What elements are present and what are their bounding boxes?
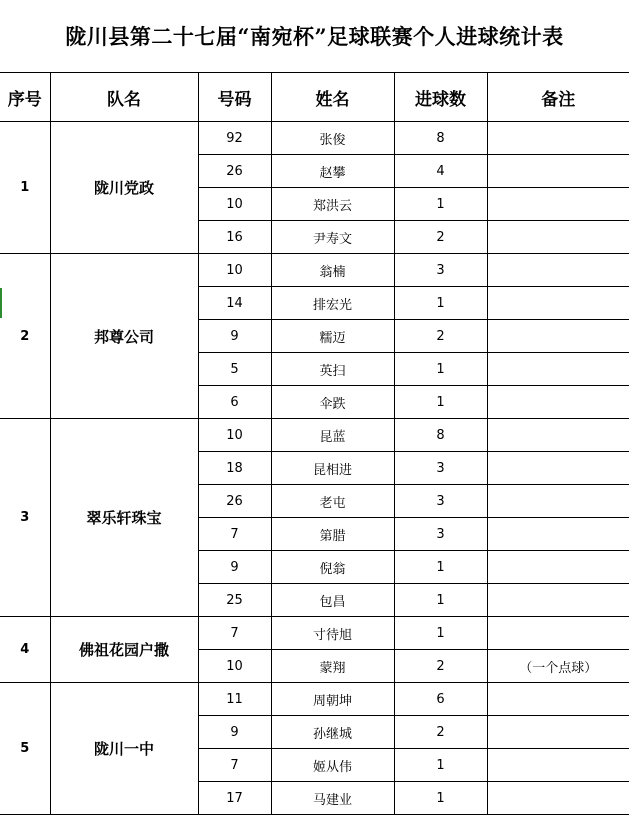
remark-cell[interactable] [487, 320, 629, 353]
seq-cell[interactable]: 2 [0, 254, 50, 419]
goals-cell[interactable]: 3 [394, 518, 487, 551]
header-team[interactable]: 队名 [50, 73, 198, 122]
team-cell[interactable]: 佛祖花园户撒 [50, 617, 198, 683]
remark-cell[interactable] [487, 716, 629, 749]
remark-cell[interactable] [487, 485, 629, 518]
remark-cell[interactable] [487, 155, 629, 188]
goals-cell[interactable]: 2 [394, 650, 487, 683]
remark-cell[interactable] [487, 353, 629, 386]
number-cell[interactable]: 10 [198, 254, 271, 287]
sheet-title: 陇川县第二十七届“南宛杯”足球联赛个人进球统计表 [65, 24, 564, 49]
table-row [0, 254, 629, 287]
remark-cell[interactable] [487, 221, 629, 254]
header-row [0, 73, 629, 122]
name-cell[interactable]: 倪翁 [271, 551, 394, 584]
number-cell[interactable]: 14 [198, 287, 271, 320]
number-cell[interactable]: 26 [198, 155, 271, 188]
table-row [0, 419, 629, 452]
remark-cell[interactable] [487, 188, 629, 221]
remark-cell[interactable] [487, 518, 629, 551]
name-cell[interactable]: 寸待旭 [271, 617, 394, 650]
goals-cell[interactable]: 3 [394, 452, 487, 485]
team-cell[interactable]: 陇川党政 [50, 122, 198, 254]
number-cell[interactable]: 17 [198, 782, 271, 815]
name-cell[interactable]: 马建业 [271, 782, 394, 815]
header-number[interactable]: 号码 [198, 73, 271, 122]
header-name[interactable]: 姓名 [271, 73, 394, 122]
name-cell[interactable]: 排宏光 [271, 287, 394, 320]
number-cell[interactable]: 7 [198, 518, 271, 551]
name-cell[interactable]: 昆蓝 [271, 419, 394, 452]
remark-cell[interactable] [487, 782, 629, 815]
name-cell[interactable]: 老屯 [271, 485, 394, 518]
remark-cell[interactable] [487, 419, 629, 452]
name-cell[interactable]: 赵攀 [271, 155, 394, 188]
table-row [0, 617, 629, 650]
number-cell[interactable]: 9 [198, 716, 271, 749]
name-cell[interactable]: 英扫 [271, 353, 394, 386]
goals-cell[interactable]: 1 [394, 551, 487, 584]
goals-cell[interactable]: 1 [394, 386, 487, 419]
name-cell[interactable]: 昆相进 [271, 452, 394, 485]
goals-cell[interactable]: 1 [394, 584, 487, 617]
remark-cell[interactable] [487, 122, 629, 155]
remark-cell[interactable] [487, 254, 629, 287]
remark-cell[interactable] [487, 287, 629, 320]
remark-cell[interactable] [487, 452, 629, 485]
remark-cell[interactable] [487, 551, 629, 584]
team-cell[interactable]: 翠乐轩珠宝 [50, 419, 198, 617]
name-cell[interactable]: 包昌 [271, 584, 394, 617]
seq-cell[interactable]: 5 [0, 683, 50, 815]
table-row [0, 122, 629, 155]
name-cell[interactable]: 周朝坤 [271, 683, 394, 716]
goals-cell[interactable]: 2 [394, 221, 487, 254]
number-cell[interactable]: 16 [198, 221, 271, 254]
seq-cell[interactable]: 4 [0, 617, 50, 683]
goals-cell[interactable]: 1 [394, 749, 487, 782]
goals-cell[interactable]: 8 [394, 419, 487, 452]
goal-stats-table [0, 72, 629, 815]
goals-cell[interactable]: 1 [394, 188, 487, 221]
seq-cell[interactable]: 1 [0, 122, 50, 254]
goals-cell[interactable]: 3 [394, 485, 487, 518]
goals-cell[interactable]: 1 [394, 353, 487, 386]
team-cell[interactable]: 陇川一中 [50, 683, 198, 815]
number-cell[interactable]: 6 [198, 386, 271, 419]
remark-cell[interactable] [487, 617, 629, 650]
remark-cell[interactable]: （一个点球） [487, 650, 629, 683]
number-cell[interactable]: 10 [198, 419, 271, 452]
name-cell[interactable]: 郑洪云 [271, 188, 394, 221]
name-cell[interactable]: 翁楠 [271, 254, 394, 287]
name-cell[interactable]: 蒙翔 [271, 650, 394, 683]
team-cell[interactable]: 邦尊公司 [50, 254, 198, 419]
remark-cell[interactable] [487, 584, 629, 617]
number-cell[interactable]: 5 [198, 353, 271, 386]
name-cell[interactable]: 姬从伟 [271, 749, 394, 782]
goals-cell[interactable]: 8 [394, 122, 487, 155]
goals-cell[interactable]: 2 [394, 716, 487, 749]
number-cell[interactable]: 7 [198, 617, 271, 650]
goals-cell[interactable]: 4 [394, 155, 487, 188]
goals-cell[interactable]: 6 [394, 683, 487, 716]
name-cell[interactable]: 张俊 [271, 122, 394, 155]
header-seq[interactable]: 序号 [0, 73, 50, 122]
goals-cell[interactable]: 1 [394, 782, 487, 815]
number-cell[interactable]: 26 [198, 485, 271, 518]
name-cell[interactable]: 孙继城 [271, 716, 394, 749]
name-cell[interactable]: 尹寿文 [271, 221, 394, 254]
goals-cell[interactable]: 1 [394, 287, 487, 320]
number-cell[interactable]: 9 [198, 320, 271, 353]
number-cell[interactable]: 18 [198, 452, 271, 485]
header-remark[interactable]: 备注 [487, 73, 629, 122]
remark-cell[interactable] [487, 386, 629, 419]
name-cell[interactable]: 伞跌 [271, 386, 394, 419]
number-cell[interactable]: 92 [198, 122, 271, 155]
stats-table-wrapper [0, 72, 629, 815]
goals-cell[interactable]: 1 [394, 617, 487, 650]
goals-cell[interactable]: 2 [394, 320, 487, 353]
number-cell[interactable]: 7 [198, 749, 271, 782]
number-cell[interactable]: 11 [198, 683, 271, 716]
number-cell[interactable]: 10 [198, 188, 271, 221]
name-cell[interactable]: 第腊 [271, 518, 394, 551]
table-row [0, 683, 629, 716]
header-goals[interactable]: 进球数 [394, 73, 487, 122]
number-cell[interactable]: 10 [198, 650, 271, 683]
name-cell[interactable]: 糯迈 [271, 320, 394, 353]
number-cell[interactable]: 25 [198, 584, 271, 617]
seq-cell[interactable]: 3 [0, 419, 50, 617]
goals-cell[interactable]: 3 [394, 254, 487, 287]
remark-cell[interactable] [487, 683, 629, 716]
number-cell[interactable]: 9 [198, 551, 271, 584]
remark-cell[interactable] [487, 749, 629, 782]
